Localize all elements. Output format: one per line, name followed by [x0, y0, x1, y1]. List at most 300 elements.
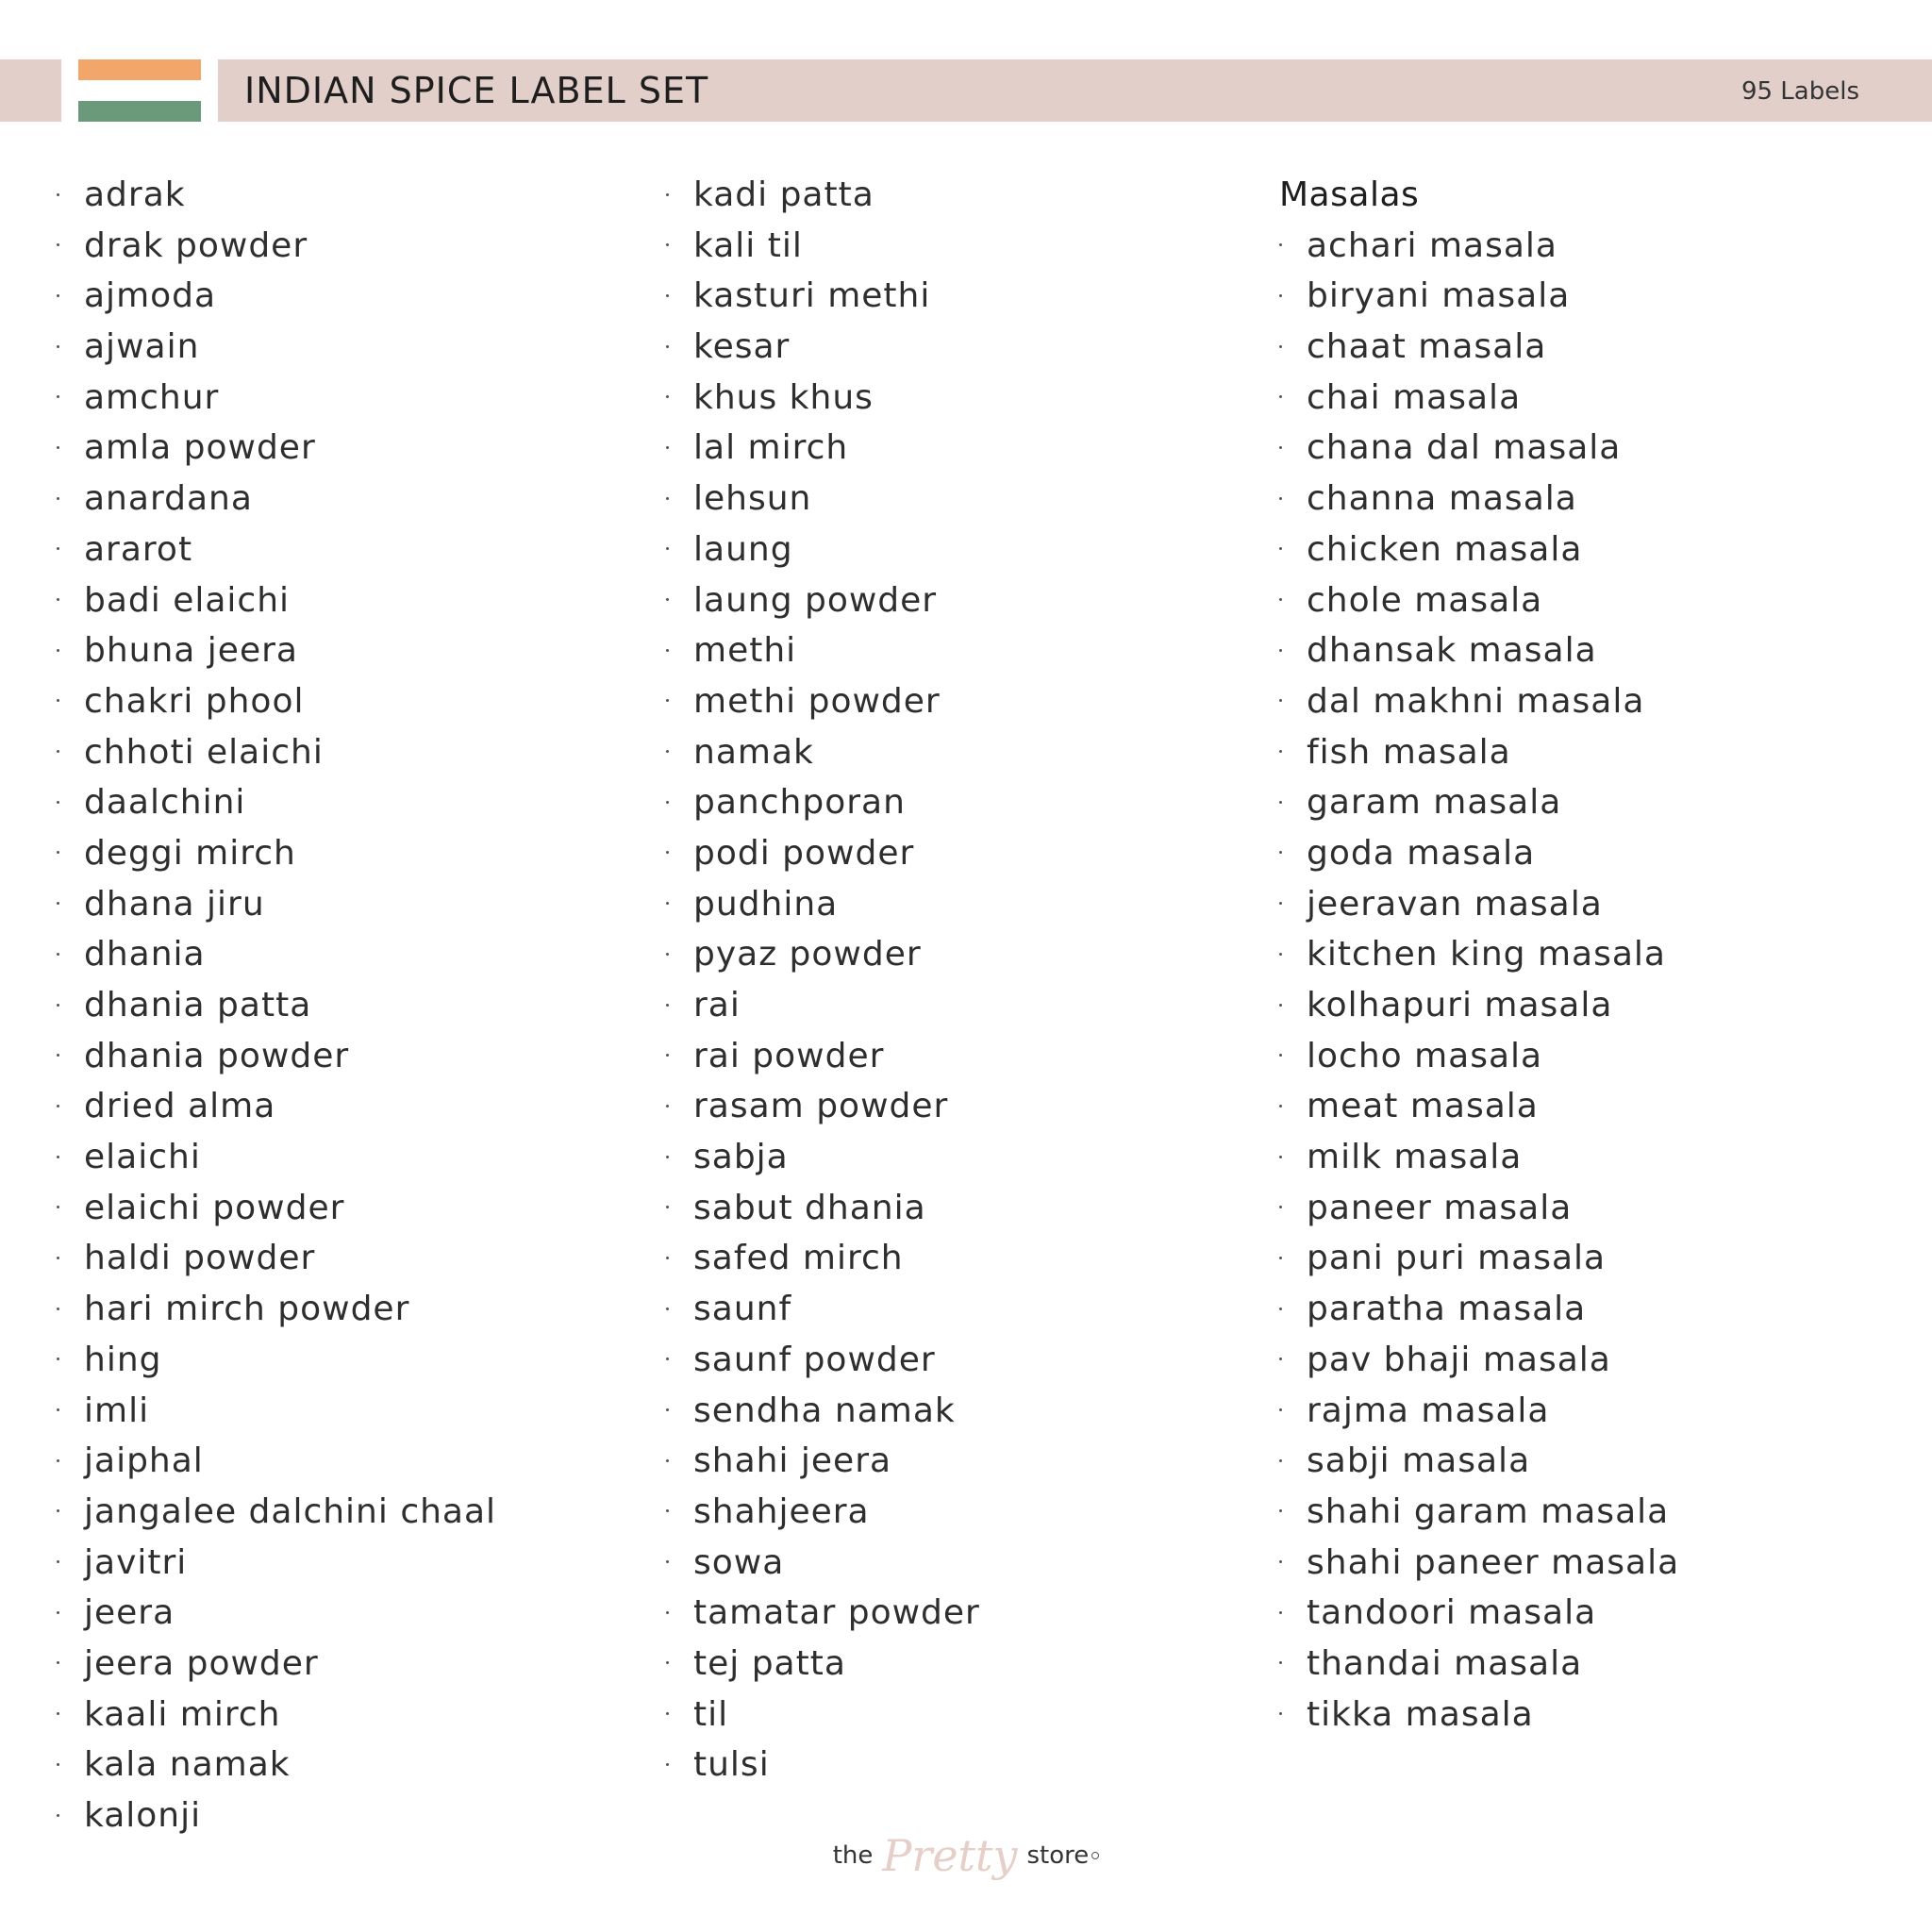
list-item-label: milk masala: [1307, 1138, 1523, 1177]
list-item: [666, 1132, 980, 1183]
list-item-label: locho masala: [1307, 1036, 1543, 1075]
list-item: [666, 1335, 980, 1386]
bullet-icon: [666, 801, 669, 804]
list-item-label: adrak: [84, 175, 186, 214]
list-item: [57, 929, 496, 980]
bullet-icon: [1279, 1206, 1282, 1208]
bullet-icon: [57, 1307, 59, 1310]
bullet-icon: [1279, 497, 1282, 500]
list-item: [57, 1740, 496, 1790]
list-item: [1279, 777, 1679, 828]
list-item: [57, 423, 496, 474]
list-item-label: namak: [693, 732, 814, 772]
list-item: [1279, 1436, 1679, 1487]
list-item-label: sowa: [693, 1542, 785, 1582]
list-item-label: chana dal masala: [1307, 428, 1622, 468]
list-item-label: jaiphal: [84, 1441, 204, 1481]
bullet-icon: [1279, 902, 1282, 905]
list-item: [666, 828, 980, 879]
flag-band-white: [78, 80, 201, 101]
list-item-label: ararot: [84, 529, 193, 569]
list-item-label: pav bhaji masala: [1307, 1340, 1611, 1379]
bullet-icon: [1279, 294, 1282, 297]
list-item-label: rasam powder: [693, 1087, 949, 1126]
list-item-label: kasturi methi: [693, 276, 931, 316]
list-item-label: elaichi: [84, 1138, 201, 1177]
bullet-icon: [1279, 1307, 1282, 1310]
list-item-label: elaichi powder: [84, 1188, 345, 1227]
list-item: [666, 1081, 980, 1132]
bullet-icon: [1279, 1105, 1282, 1108]
list-item-label: dal makhni masala: [1307, 681, 1645, 721]
list-item-label: achari masala: [1307, 225, 1557, 265]
bullet-icon: [666, 497, 669, 500]
list-item: [666, 170, 980, 221]
bullet-icon: [666, 1357, 669, 1360]
list-item: [1279, 676, 1679, 727]
logo-store-text: store: [1026, 1841, 1090, 1870]
bullet-icon: [1279, 1560, 1282, 1563]
logo-the-text: the: [832, 1841, 874, 1870]
list-item-label: rajma masala: [1307, 1391, 1550, 1430]
list-item: [57, 1690, 496, 1740]
list-item: [57, 271, 496, 322]
list-item-label: drak powder: [84, 225, 308, 265]
list-item-label: garam masala: [1307, 783, 1562, 823]
list-item-label: jeera powder: [84, 1643, 319, 1683]
list-item: [666, 676, 980, 727]
list-item: [1279, 1233, 1679, 1284]
list-item: [57, 1233, 496, 1284]
list-item-label: laung: [693, 529, 793, 569]
list-item: [57, 1436, 496, 1487]
list-item-label: kadi patta: [693, 175, 874, 214]
bullet-icon: [666, 1408, 669, 1411]
list-item-label: paratha masala: [1307, 1290, 1587, 1329]
bullet-icon: [666, 851, 669, 854]
list-item: [1279, 727, 1679, 778]
list-item: [1279, 271, 1679, 322]
list-item: [666, 1436, 980, 1487]
bullet-icon: [57, 902, 59, 905]
list-item: [666, 1690, 980, 1740]
list-item-label: hari mirch powder: [84, 1290, 410, 1329]
bullet-icon: [666, 1206, 669, 1208]
list-item: [666, 1031, 980, 1082]
list-item-label: javitri: [84, 1542, 188, 1582]
list-item-label: sendha namak: [693, 1391, 956, 1430]
list-item: [1279, 1538, 1679, 1589]
bullet-icon: [1279, 699, 1282, 702]
bullet-icon: [666, 1307, 669, 1310]
bullet-icon: [666, 547, 669, 550]
list-item: [57, 1639, 496, 1690]
list-item: [1279, 1690, 1679, 1740]
list-item: [1279, 980, 1679, 1031]
bullet-icon: [57, 345, 59, 348]
bullet-icon: [57, 446, 59, 449]
list-item-label: ajmoda: [84, 276, 217, 316]
registered-mark-icon: [1091, 1852, 1099, 1859]
bullet-icon: [1279, 649, 1282, 652]
bullet-icon: [57, 193, 59, 196]
list-item: [1279, 879, 1679, 930]
list-item: [666, 1740, 980, 1790]
list-item: [57, 1132, 496, 1183]
list-item: [666, 221, 980, 272]
bullet-icon: [666, 1509, 669, 1512]
list-item-label: panchporan: [693, 783, 906, 823]
bullet-icon: [57, 1459, 59, 1462]
list-item-label: pani puri masala: [1307, 1239, 1607, 1278]
list-item: [57, 879, 496, 930]
list-item-label: chaat masala: [1307, 327, 1547, 367]
list-item: [666, 1487, 980, 1538]
list-item: [1279, 1639, 1679, 1690]
bullet-icon: [1279, 953, 1282, 956]
bullet-icon: [666, 1156, 669, 1158]
list-item-label: sabji masala: [1307, 1441, 1531, 1481]
bullet-icon: [666, 345, 669, 348]
list-item: [1279, 1588, 1679, 1639]
masala-list-column: [1279, 170, 1679, 1740]
list-item-label: chicken masala: [1307, 529, 1583, 569]
bullet-icon: [1279, 1611, 1282, 1614]
list-item-label: fish masala: [1307, 732, 1511, 772]
label-count: 95 Labels: [1740, 77, 1859, 106]
bullet-icon: [1279, 801, 1282, 804]
bullet-icon: [666, 1763, 669, 1766]
list-item: [57, 170, 496, 221]
bullet-icon: [666, 294, 669, 297]
bullet-icon: [57, 1560, 59, 1563]
list-item: [1279, 322, 1679, 373]
list-item-label: jeeravan masala: [1307, 884, 1603, 924]
list-item-label: dhansak masala: [1307, 631, 1597, 671]
bullet-icon: [57, 1611, 59, 1614]
list-item-label: hing: [84, 1340, 162, 1379]
list-item-label: chole masala: [1307, 580, 1543, 620]
list-item-label: imli: [84, 1391, 150, 1430]
list-item: [666, 625, 980, 676]
list-item-label: dhania: [84, 935, 206, 974]
bullet-icon: [666, 395, 669, 398]
list-item: [1279, 1335, 1679, 1386]
list-item: [1279, 929, 1679, 980]
list-item-label: sabja: [693, 1138, 789, 1177]
list-item: [57, 474, 496, 525]
list-item: [57, 373, 496, 424]
bullet-icon: [57, 497, 59, 500]
bullet-icon: [666, 1459, 669, 1462]
bullet-icon: [57, 851, 59, 854]
list-item: [57, 322, 496, 373]
list-item-label: laung powder: [693, 580, 938, 620]
list-item-label: amchur: [84, 377, 220, 417]
list-item-label: shahjeera: [693, 1491, 870, 1531]
bullet-icon: [57, 1661, 59, 1664]
list-item-label: saunf powder: [693, 1340, 936, 1379]
list-item: [57, 625, 496, 676]
bullet-icon: [1279, 1408, 1282, 1411]
bullet-icon: [57, 649, 59, 652]
bullet-icon: [666, 1560, 669, 1563]
list-item: [1279, 474, 1679, 525]
list-item-label: meat masala: [1307, 1087, 1539, 1126]
bullet-icon: [57, 1105, 59, 1108]
list-item: [666, 1386, 980, 1437]
list-item-label: dhania powder: [84, 1036, 350, 1075]
list-item-label: tulsi: [693, 1745, 770, 1785]
list-item-label: kala namak: [84, 1745, 291, 1785]
bullet-icon: [1279, 1357, 1282, 1360]
bullet-icon: [666, 598, 669, 601]
list-item-label: rai: [693, 986, 741, 1024]
list-item: [57, 1487, 496, 1538]
list-item: [666, 373, 980, 424]
bullet-icon: [1279, 345, 1282, 348]
list-item-label: kalonji: [84, 1796, 202, 1835]
list-item-label: thandai masala: [1307, 1643, 1583, 1683]
bullet-icon: [666, 243, 669, 246]
list-item: [1279, 1132, 1679, 1183]
bullet-icon: [57, 1156, 59, 1158]
list-item: [1279, 625, 1679, 676]
bullet-icon: [1279, 1257, 1282, 1259]
bullet-icon: [1279, 1054, 1282, 1057]
bullet-icon: [57, 699, 59, 702]
list-item: [1279, 221, 1679, 272]
list-item-label: amla powder: [84, 428, 316, 468]
list-item-label: anardana: [84, 479, 253, 519]
list-item-label: khus khus: [693, 377, 874, 417]
list-item: [1279, 1081, 1679, 1132]
list-item-label: shahi paneer masala: [1307, 1542, 1680, 1582]
list-item: [666, 1639, 980, 1690]
list-item-label: jangalee dalchini chaal: [84, 1491, 497, 1531]
list-item: [666, 879, 980, 930]
list-item-label: lehsun: [693, 479, 812, 519]
list-item: [57, 525, 496, 575]
bullet-icon: [57, 1814, 59, 1817]
header-left-block: [0, 59, 61, 122]
list-item-label: dhania patta: [84, 986, 312, 1024]
bullet-icon: [57, 243, 59, 246]
list-item: [1279, 1386, 1679, 1437]
list-item: [1279, 1284, 1679, 1335]
list-item-label: chakri phool: [84, 681, 305, 721]
list-item: [57, 575, 496, 626]
bullet-icon: [57, 1004, 59, 1007]
list-item-label: podi powder: [693, 833, 915, 873]
page-title: INDIAN SPICE LABEL SET: [244, 70, 709, 111]
bullet-icon: [57, 801, 59, 804]
bullet-icon: [666, 193, 669, 196]
list-item: [1279, 575, 1679, 626]
list-item-label: badi elaichi: [84, 580, 291, 620]
list-item-label: til: [693, 1694, 729, 1734]
bullet-icon: [57, 547, 59, 550]
list-item-label: kaali mirch: [84, 1694, 281, 1734]
list-item: [1279, 1183, 1679, 1234]
bullet-icon: [57, 750, 59, 753]
list-item-label: pudhina: [693, 884, 839, 924]
bullet-icon: [1279, 1661, 1282, 1664]
list-item: [666, 1183, 980, 1234]
bullet-icon: [57, 1712, 59, 1715]
bullet-icon: [1279, 1459, 1282, 1462]
list-item-label: kitchen king masala: [1307, 935, 1666, 974]
bullet-icon: [666, 1712, 669, 1715]
list-item-label: methi powder: [693, 681, 941, 721]
bullet-icon: [666, 1257, 669, 1259]
list-item: [666, 322, 980, 373]
list-item-label: tamatar powder: [693, 1593, 980, 1633]
flag-band-green: [78, 101, 201, 122]
list-item-label: daalchini: [84, 783, 246, 823]
list-item: [57, 1081, 496, 1132]
bullet-icon: [57, 1054, 59, 1057]
list-item: [57, 1335, 496, 1386]
list-item-label: haldi powder: [84, 1239, 316, 1278]
list-item-label: channa masala: [1307, 479, 1577, 519]
bullet-icon: [57, 294, 59, 297]
bullet-icon: [1279, 547, 1282, 550]
list-item: [57, 676, 496, 727]
bullet-icon: [57, 598, 59, 601]
list-item: [1279, 373, 1679, 424]
bullet-icon: [57, 1509, 59, 1512]
bullet-icon: [666, 446, 669, 449]
flag-band-saffron: [78, 59, 201, 80]
list-item: [666, 474, 980, 525]
header-bar: [218, 59, 1932, 122]
list-item: [666, 1538, 980, 1589]
bullet-icon: [57, 395, 59, 398]
list-item-label: goda masala: [1307, 833, 1536, 873]
bullet-icon: [57, 1206, 59, 1208]
bullet-icon: [666, 750, 669, 753]
list-item: [666, 727, 980, 778]
list-item: [666, 1284, 980, 1335]
list-item-label: jeera: [84, 1593, 175, 1633]
list-item: [1279, 525, 1679, 575]
list-item-label: kesar: [693, 327, 791, 367]
bullet-icon: [1279, 598, 1282, 601]
bullet-icon: [1279, 395, 1282, 398]
list-item-label: paneer masala: [1307, 1188, 1573, 1227]
list-item: [1279, 828, 1679, 879]
list-item: [57, 1031, 496, 1082]
list-item: [57, 1588, 496, 1639]
bullet-icon: [666, 1105, 669, 1108]
list-item-label: saunf: [693, 1290, 792, 1329]
bullet-icon: [666, 953, 669, 956]
bullet-icon: [1279, 1004, 1282, 1007]
list-item-label: dried alma: [84, 1087, 276, 1126]
bullet-icon: [57, 953, 59, 956]
list-item: [666, 929, 980, 980]
list-item-label: bhuna jeera: [84, 631, 298, 671]
list-item: [1279, 423, 1679, 474]
list-item-label: kolhapuri masala: [1307, 986, 1613, 1024]
list-item-label: dhana jiru: [84, 884, 265, 924]
bullet-icon: [1279, 1156, 1282, 1158]
list-item-label: sabut dhania: [693, 1188, 926, 1227]
bullet-icon: [666, 1004, 669, 1007]
list-item: [57, 1386, 496, 1437]
bullet-icon: [57, 1763, 59, 1766]
list-item-label: deggi mirch: [84, 833, 296, 873]
bullet-icon: [57, 1357, 59, 1360]
list-item: [57, 727, 496, 778]
bullet-icon: [1279, 446, 1282, 449]
list-item: [666, 980, 980, 1031]
list-item-label: kali til: [693, 225, 803, 265]
bullet-icon: [57, 1408, 59, 1411]
bullet-icon: [1279, 851, 1282, 854]
list-item: [666, 525, 980, 575]
india-flag-icon: [78, 59, 201, 122]
bullet-icon: [1279, 750, 1282, 753]
bullet-icon: [1279, 243, 1282, 246]
masalas-heading: Masalas: [1279, 175, 1420, 214]
list-item-label: methi: [693, 631, 797, 671]
list-item: [57, 828, 496, 879]
list-item-label: ajwain: [84, 327, 200, 367]
list-item-label: shahi garam masala: [1307, 1491, 1670, 1531]
list-item: [1279, 1487, 1679, 1538]
spice-list-column-2: [666, 170, 980, 1790]
bullet-icon: [666, 649, 669, 652]
list-item-label: safed mirch: [693, 1239, 904, 1278]
list-item: [666, 1233, 980, 1284]
list-item: [57, 1538, 496, 1589]
list-item: [57, 980, 496, 1031]
list-item-label: rai powder: [693, 1036, 885, 1075]
list-item-label: chai masala: [1307, 377, 1522, 417]
list-item: [666, 423, 980, 474]
bullet-icon: [666, 1611, 669, 1614]
bullet-icon: [666, 1661, 669, 1664]
list-item-label: shahi jeera: [693, 1441, 892, 1481]
list-item: [666, 271, 980, 322]
list-item: [57, 1284, 496, 1335]
list-item: [57, 777, 496, 828]
list-item-label: pyaz powder: [693, 935, 922, 974]
spice-list-column-1: [57, 170, 496, 1841]
list-item: [57, 1183, 496, 1234]
list-item: [666, 777, 980, 828]
list-item: [666, 1588, 980, 1639]
bullet-icon: [1279, 1712, 1282, 1715]
list-item-label: lal mirch: [693, 428, 849, 468]
list-item-label: biryani masala: [1307, 276, 1571, 316]
list-item: [57, 221, 496, 272]
bullet-icon: [1279, 1509, 1282, 1512]
bullet-icon: [57, 1257, 59, 1259]
logo-pretty-script: Pretty: [882, 1830, 1018, 1881]
bullet-icon: [666, 1054, 669, 1057]
list-item: [666, 575, 980, 626]
brand-logo: [0, 1830, 1932, 1881]
list-item-label: chhoti elaichi: [84, 732, 324, 772]
list-item-label: tikka masala: [1307, 1694, 1534, 1734]
list-item-label: tej patta: [693, 1643, 846, 1683]
bullet-icon: [666, 902, 669, 905]
list-item: [1279, 1031, 1679, 1082]
bullet-icon: [666, 699, 669, 702]
